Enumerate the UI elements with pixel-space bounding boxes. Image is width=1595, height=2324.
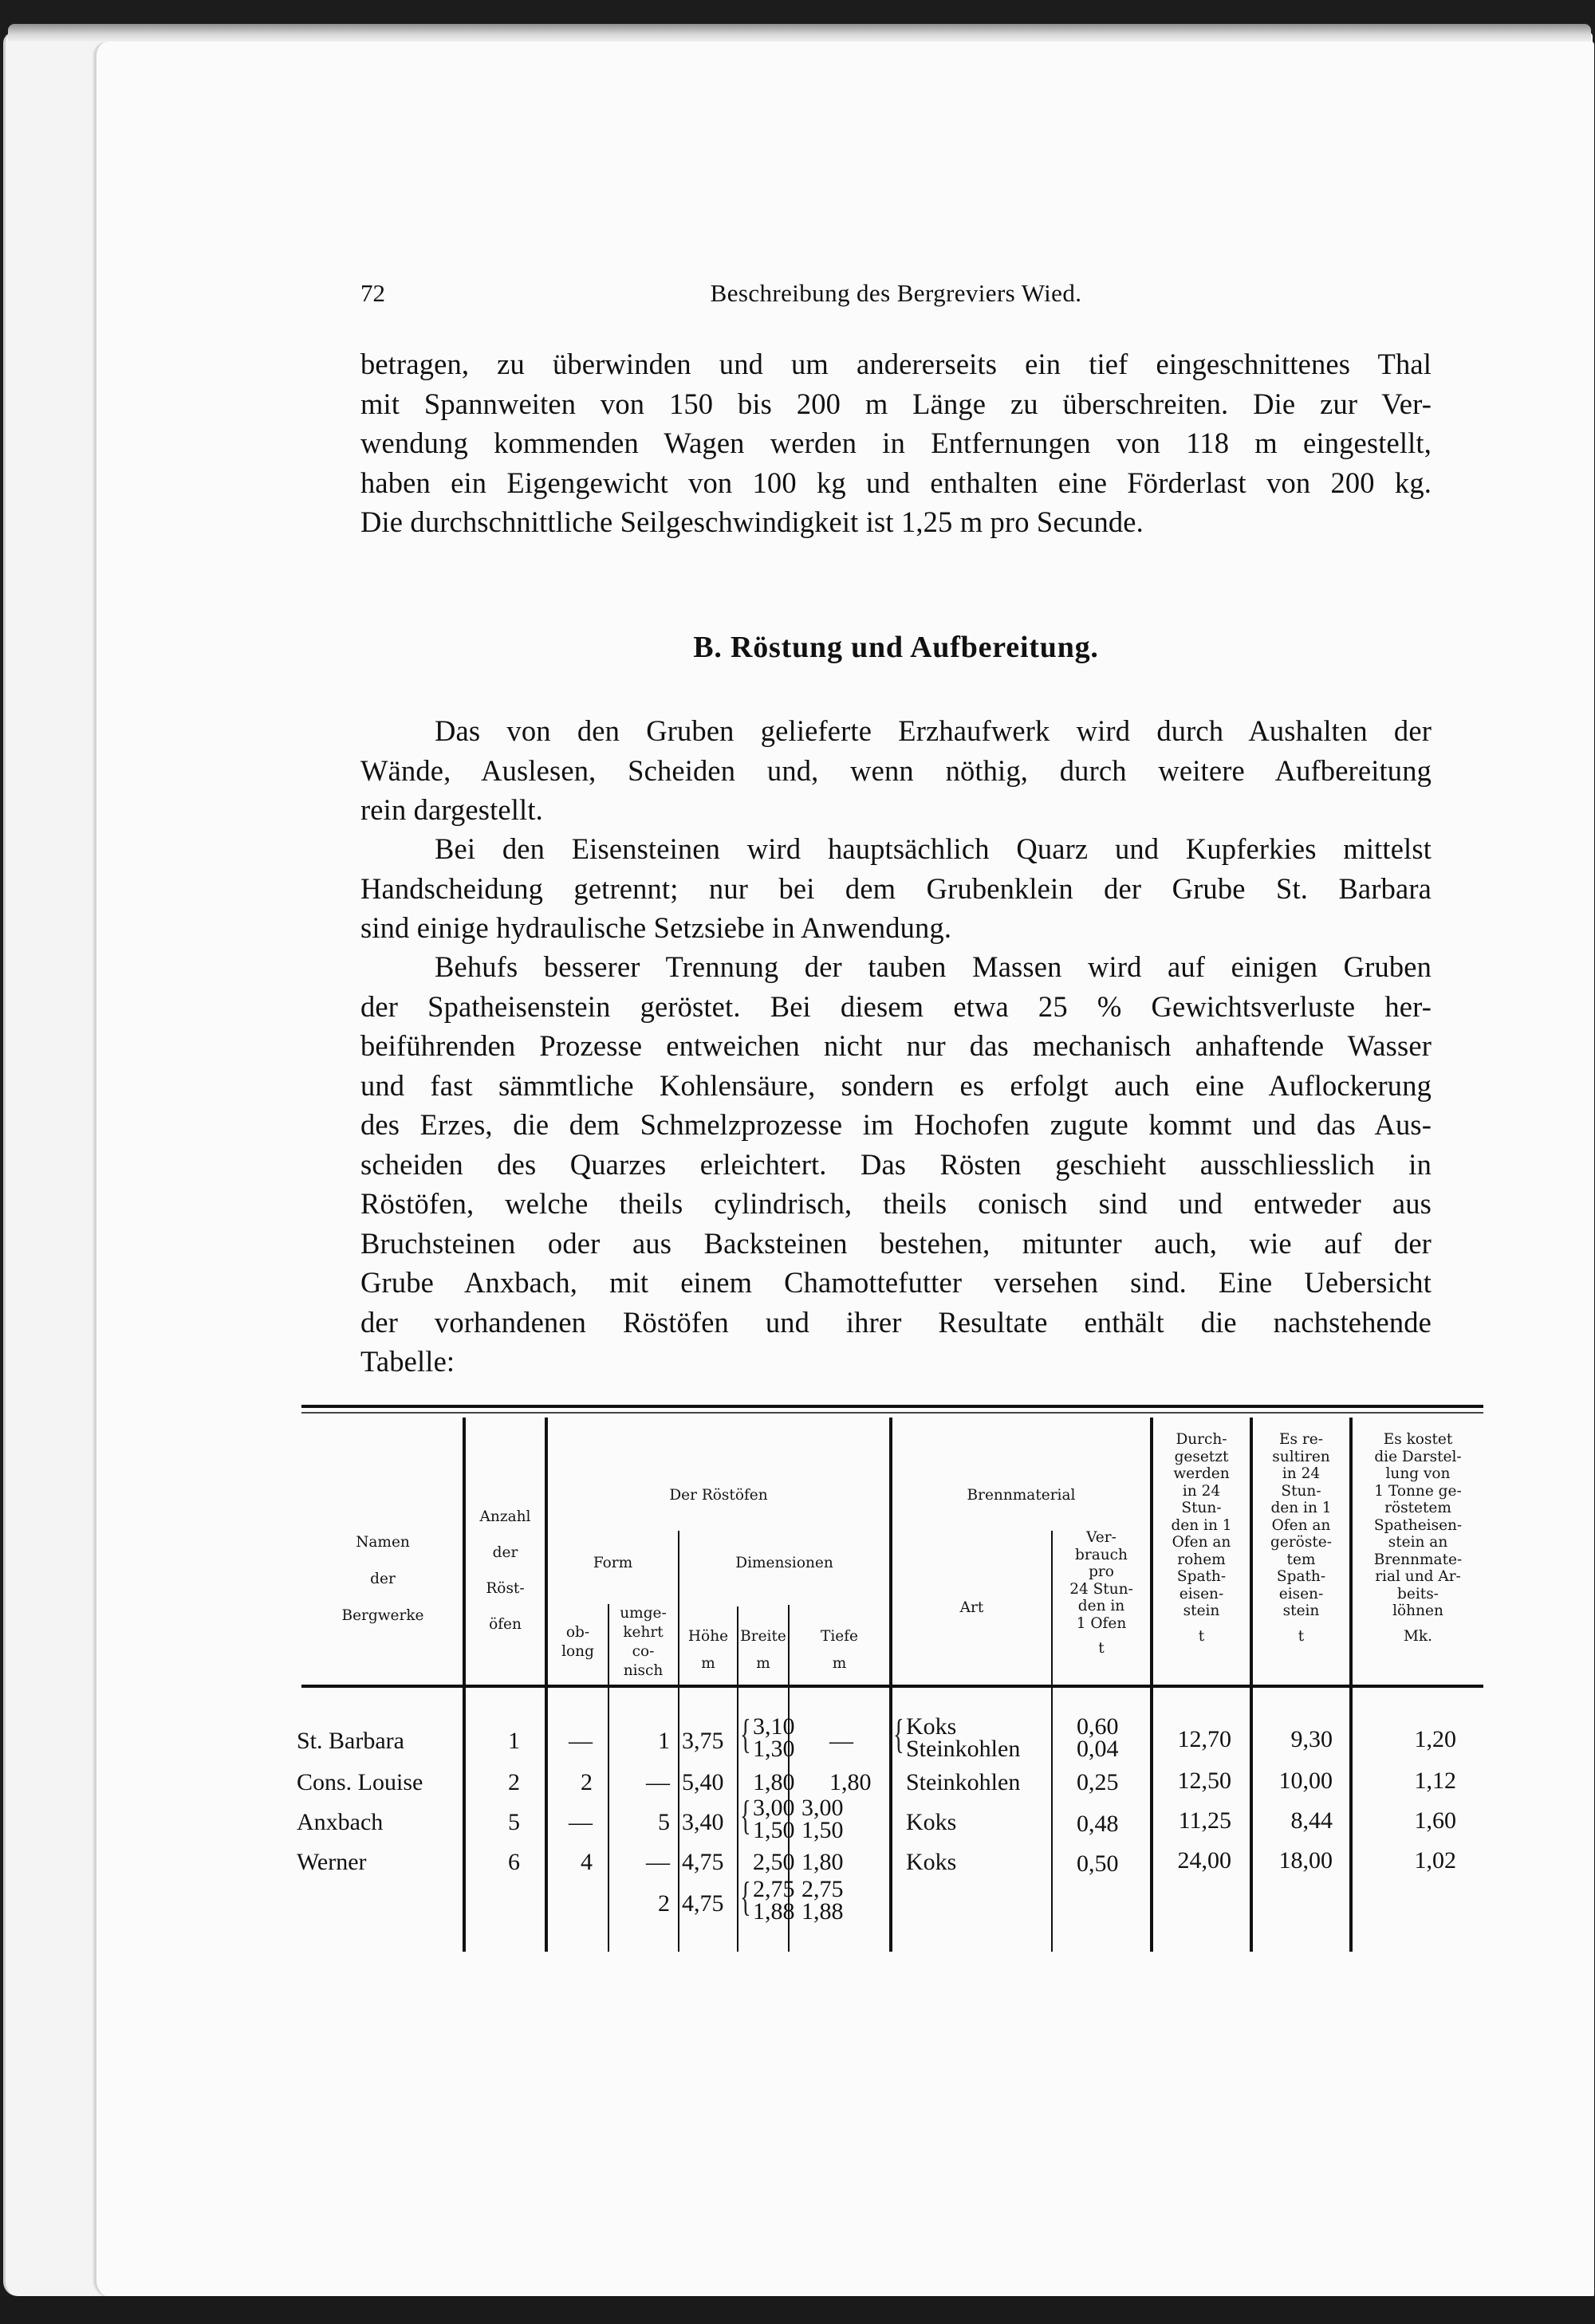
header-umgekehrt-conisch — [608, 1604, 678, 1681]
section-heading: B. Röstung und Aufbereitung. — [693, 631, 1099, 664]
header-text: Spath- — [1276, 1568, 1326, 1585]
spacer — [1253, 1620, 1349, 1628]
header-text: Es re- — [1279, 1431, 1323, 1448]
header-text: long — [561, 1643, 594, 1660]
header-durchgesetzt — [1153, 1431, 1250, 1645]
cell-breite: 3,00 — [753, 1795, 795, 1821]
text-line: beiführenden Prozesse entweichen nicht nur das mechanisch anhaftende Wasser — [360, 1029, 1432, 1062]
cell-name: St. Barbara — [297, 1728, 404, 1754]
header-text: umge- — [620, 1605, 667, 1622]
text-line: des Erzes, die dem Schmelzprozesse im Hochofen zugute kommt und das Aus- — [360, 1108, 1432, 1141]
text-line: Die durchschnittliche Seilgeschwindigkeit ist 1,25 m pro Secunde. — [360, 505, 1144, 538]
paragraph — [360, 711, 1432, 830]
header-text: nisch — [623, 1662, 664, 1679]
cell-verbrauch: 0,60 — [1077, 1713, 1119, 1740]
cell-anzahl: 5 — [508, 1809, 520, 1835]
cell-durchgesetzt: 12,50 — [1177, 1768, 1231, 1794]
cell-breite: 1,30 — [753, 1736, 795, 1762]
text-line: Bei den Eisensteinen wird hauptsächlich Quarz und Kupferkies mittelst — [435, 832, 1432, 865]
cell-conisch: — — [646, 1769, 670, 1795]
header-text: lung von — [1385, 1465, 1451, 1482]
header-brennmaterial: Brennmaterial — [967, 1487, 1076, 1504]
header-text: löhnen — [1392, 1602, 1443, 1619]
text-line: Röstöfen, welche theils cylindrisch, theils conisch sind und entweder aus — [360, 1187, 1432, 1220]
text-line: haben ein Eigengewicht von 100 kg und enthalten eine Förderlast von 200 kg. — [360, 466, 1432, 499]
table-top-rule — [301, 1405, 1483, 1408]
header-text: öfen — [489, 1616, 522, 1633]
header-text: Durch- — [1176, 1431, 1227, 1448]
cell-verbrauch: 0,48 — [1077, 1811, 1119, 1837]
cell-resultiren: 18,00 — [1278, 1847, 1333, 1874]
header-text: stein an — [1388, 1534, 1448, 1551]
spacer — [1153, 1620, 1250, 1628]
header-text: den in — [1077, 1598, 1125, 1614]
header-text: Tiefe — [821, 1628, 858, 1645]
header-text: rohem — [1177, 1551, 1226, 1568]
cell-durchgesetzt: 12,70 — [1177, 1726, 1231, 1752]
cell-resultiren: 9,30 — [1290, 1726, 1333, 1752]
cell-kosten: 1,60 — [1414, 1807, 1456, 1834]
brace-icon: { — [740, 1712, 751, 1757]
cell-art: Koks — [906, 1713, 957, 1740]
header-text: stein — [1282, 1602, 1320, 1619]
header-text: m — [756, 1655, 770, 1672]
text-line: betragen, zu überwinden und um andererseits ein tief eingeschnittenes Thal — [360, 348, 1432, 380]
text-line: der Spatheisenstein geröstet. Bei diesem etwa 25 % Gewichtsverluste her- — [360, 989, 1432, 1023]
brace-icon: { — [740, 1793, 751, 1838]
header-text: Bergwerke — [341, 1607, 424, 1624]
cell-art: Koks — [906, 1809, 957, 1835]
header-text: m — [832, 1655, 847, 1672]
header-breite — [738, 1623, 788, 1677]
header-text: 1 Tonne ge- — [1374, 1482, 1462, 1500]
header-text: kehrt — [623, 1624, 664, 1641]
header-hoehe — [679, 1623, 737, 1677]
header-text: Anzahl — [479, 1508, 531, 1525]
header-text: der — [370, 1571, 396, 1587]
header-text: Spatheisen- — [1373, 1516, 1463, 1534]
header-text: in 24 — [1182, 1482, 1221, 1500]
text-line: und fast sämmtliche Kohlensäure, sondern es erfolgt auch eine Auflockerung — [360, 1068, 1432, 1102]
header-text: Ofen an — [1172, 1534, 1231, 1551]
cell-resultiren: 8,44 — [1290, 1807, 1333, 1834]
running-header — [360, 279, 1432, 314]
text-line: Das von den Gruben gelieferte Erzhaufwerk wird durch Aushalten der — [435, 714, 1432, 747]
header-kosten — [1353, 1431, 1483, 1645]
header-verbrauch — [1053, 1529, 1150, 1657]
cell-breite: 1,80 — [753, 1769, 795, 1795]
header-text: werden — [1173, 1465, 1230, 1482]
header-text: geröste- — [1270, 1534, 1332, 1551]
cell-name: Cons. Louise — [297, 1769, 423, 1795]
header-text: Spath- — [1176, 1568, 1227, 1585]
cell-breite: 3,10 — [753, 1713, 795, 1740]
cell-durchgesetzt: 24,00 — [1177, 1847, 1231, 1874]
header-text: brauch — [1075, 1546, 1128, 1563]
cell-hoehe: 3,40 — [682, 1809, 724, 1835]
header-text: den in 1 — [1171, 1516, 1232, 1534]
header-text: der — [492, 1544, 518, 1561]
header-text: pro — [1089, 1563, 1114, 1580]
text-line: Handscheidung getrennt; nur bei dem Grubenklein der Grube St. Barbara — [360, 871, 1432, 905]
cell-oblong: — — [569, 1728, 593, 1754]
spacer — [1353, 1620, 1483, 1628]
col-subdivider — [678, 1531, 679, 1952]
text-line: Behufs besserer Trennung der tauben Massen wird auf einigen Gruben — [435, 950, 1432, 983]
cell-name: Anxbach — [297, 1809, 384, 1835]
cell-conisch: 5 — [658, 1809, 670, 1835]
spacer — [1053, 1632, 1150, 1640]
cell-anzahl: 2 — [508, 1769, 520, 1795]
header-text: die Darstel- — [1374, 1448, 1462, 1465]
header-text: röstetem — [1384, 1500, 1451, 1516]
cell-hoehe: 3,75 — [682, 1728, 724, 1754]
header-text: stein — [1183, 1602, 1220, 1619]
header-text: ob- — [565, 1624, 590, 1641]
cell-resultiren: 10,00 — [1278, 1768, 1333, 1794]
header-text: Brennmate- — [1373, 1551, 1463, 1568]
cell-hoehe: 5,40 — [682, 1769, 724, 1795]
header-text: Ver- — [1086, 1529, 1116, 1546]
table-top-rule-thin — [301, 1412, 1483, 1414]
brace-icon: { — [893, 1712, 904, 1757]
cell-breite: 1,50 — [753, 1817, 795, 1843]
header-text: tem — [1286, 1551, 1316, 1568]
header-text: eisen- — [1179, 1585, 1224, 1602]
header-text: den in 1 — [1270, 1500, 1332, 1516]
running-head-title: Beschreibung des Bergreviers Wied. — [710, 279, 1082, 307]
header-text: gesetzt — [1174, 1448, 1229, 1465]
header-text: in 24 — [1282, 1465, 1321, 1482]
cell-breite: 2,50 — [753, 1849, 795, 1875]
header-text: 24 Stun- — [1069, 1580, 1133, 1598]
text-line: sind einige hydraulische Setzsiebe in Anwendung. — [360, 911, 952, 944]
cell-conisch: 2 — [658, 1890, 670, 1917]
cell-kosten: 1,12 — [1414, 1768, 1456, 1794]
unit-label: t — [1098, 1640, 1105, 1657]
page-number: 72 — [360, 279, 385, 307]
header-tiefe — [790, 1623, 889, 1677]
header-text: Stun- — [1281, 1482, 1321, 1500]
text-line: wendung kommenden Wagen werden in Entfernungen von 118 m eingestellt, — [360, 427, 1432, 459]
cell-conisch: 1 — [658, 1728, 670, 1754]
unit-label: t — [1298, 1627, 1305, 1645]
header-text: Stun- — [1181, 1500, 1222, 1516]
header-bottom-rule — [301, 1685, 1483, 1688]
cell-tiefe: — — [829, 1728, 853, 1754]
paragraph-continuation — [360, 344, 1432, 542]
header-oblong — [548, 1623, 608, 1661]
header-text: Breite — [740, 1628, 786, 1645]
cell-verbrauch: 0,50 — [1077, 1850, 1119, 1877]
text-line: mit Spannweiten von 150 bis 200 m Länge zu überschreiten. Die zur Ver- — [360, 387, 1432, 420]
unit-label: t — [1198, 1627, 1205, 1645]
paragraph — [360, 947, 1432, 1382]
cell-art: Steinkohlen — [906, 1736, 1021, 1762]
cell-tiefe: 1,88 — [801, 1898, 844, 1925]
cell-anzahl: 1 — [508, 1728, 520, 1754]
cell-oblong: 4 — [581, 1849, 593, 1875]
header-dimensionen: Dimensionen — [735, 1555, 833, 1571]
header-text: eisen- — [1278, 1585, 1324, 1602]
cell-kosten: 1,02 — [1414, 1847, 1456, 1874]
text-line: Wände, Auslesen, Scheiden und, wenn nöthig, durch weitere Aufbereitung — [360, 753, 1432, 787]
header-form: Form — [593, 1555, 633, 1571]
cell-kosten: 1,20 — [1414, 1726, 1456, 1752]
header-text: rial und Ar- — [1375, 1568, 1461, 1585]
cell-breite: 2,75 — [753, 1876, 795, 1902]
unit-label: Mk. — [1403, 1627, 1433, 1645]
cell-conisch: — — [646, 1849, 670, 1875]
cell-breite: 1,88 — [753, 1898, 795, 1925]
header-anzahl — [466, 1499, 545, 1642]
header-text: 1 Ofen — [1076, 1614, 1127, 1632]
header-resultiren — [1253, 1431, 1349, 1645]
text-line: Tabelle: — [360, 1345, 455, 1378]
cell-oblong: 2 — [581, 1769, 593, 1795]
cell-hoehe: 4,75 — [682, 1890, 724, 1917]
cell-tiefe: 1,80 — [801, 1849, 844, 1875]
cell-tiefe: 1,50 — [801, 1817, 844, 1843]
cell-hoehe: 4,75 — [682, 1849, 724, 1875]
cell-oblong: — — [569, 1809, 593, 1835]
cell-art: Koks — [906, 1849, 957, 1875]
cell-tiefe: 1,80 — [829, 1769, 872, 1795]
cell-verbrauch: 0,25 — [1077, 1769, 1119, 1795]
header-text: m — [701, 1655, 715, 1672]
header-text: Es kostet — [1383, 1431, 1453, 1448]
text-line: der vorhandenen Röstöfen und ihrer Resultate enthält die nachstehende — [360, 1305, 1432, 1339]
cell-verbrauch: 0,04 — [1077, 1736, 1119, 1762]
cell-durchgesetzt: 11,25 — [1178, 1807, 1231, 1834]
header-text: Röst- — [486, 1580, 525, 1597]
brace-icon: { — [740, 1874, 751, 1920]
paragraph — [360, 829, 1432, 948]
header-text: sultiren — [1272, 1448, 1330, 1465]
header-text: co- — [632, 1643, 655, 1660]
header-text: beits- — [1397, 1585, 1439, 1602]
header-art: Art — [959, 1599, 984, 1616]
text-line: rein dargestellt. — [360, 793, 543, 826]
cell-art: Steinkohlen — [906, 1769, 1021, 1795]
header-text: Ofen an — [1271, 1516, 1331, 1534]
text-line: scheiden des Quarzes erleichtert. Das Rösten geschieht ausschliesslich in — [360, 1147, 1432, 1181]
cell-tiefe: 3,00 — [801, 1795, 844, 1821]
header-text: Höhe — [687, 1628, 729, 1645]
text-line: Bruchsteinen oder aus Backsteinen bestehen, mitunter auch, wie auf der — [360, 1226, 1432, 1260]
header-der-roestoefen: Der Röstöfen — [669, 1487, 768, 1504]
cell-tiefe: 2,75 — [801, 1876, 844, 1902]
header-namen — [303, 1524, 463, 1634]
cell-name: Werner — [297, 1849, 367, 1875]
header-text: Namen — [356, 1534, 410, 1551]
text-line: Grube Anxbach, mit einem Chamottefutter versehen sind. Eine Uebersicht — [360, 1266, 1432, 1299]
cell-anzahl: 6 — [508, 1849, 520, 1875]
